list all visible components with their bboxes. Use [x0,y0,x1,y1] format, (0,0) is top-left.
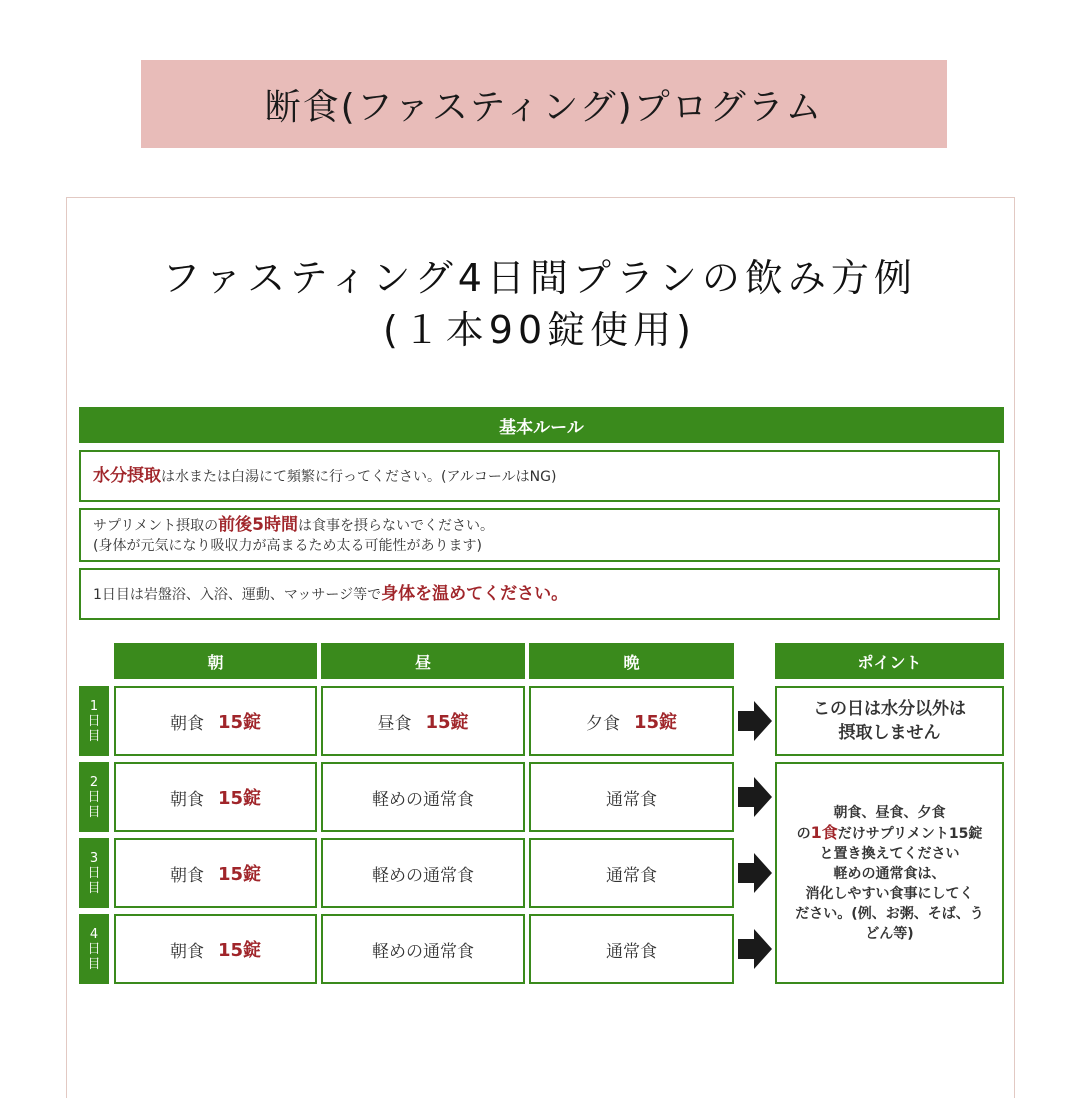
day-num: 2 [89,774,99,790]
day1-morning-cell [114,686,317,756]
day-label: 目 [87,728,101,744]
tablet-count: 15錠 [633,712,678,733]
program-title: 断食(ファスティング)プログラム [264,86,824,128]
header-noon: 昼 [321,643,525,679]
rule3-prefix: 1日目は岩盤浴、入浴、運動、マッサージ等で [93,586,382,603]
header-morning: 朝 [114,643,317,679]
arrow-right-icon [738,929,772,969]
meal-label: 朝食 [169,789,204,810]
header-point: ポイント [775,643,1004,679]
day-tab-4 [79,914,109,984]
arrow-right-icon [738,701,772,741]
tablet-count: 15錠 [217,712,262,733]
rule2-line2: (身体が元気になり吸収力が高まるため太る可能性があります) [93,537,482,554]
day-tab-3 [79,838,109,908]
rule-warm-body [79,568,1000,620]
plan-title-line2: (１本90錠使用) [382,308,696,352]
rule-water [79,450,1000,502]
point-text: 消化しやすい食事にしてく [805,885,974,902]
plan-title [66,252,1013,356]
tablet-count: 15錠 [217,788,262,809]
day-label: 日 [87,865,101,881]
meal-label: 朝食 [169,713,204,734]
point-text [797,823,983,844]
point-day1 [775,686,1004,756]
point-text: 軽めの通常食は、 [833,865,946,882]
day-tab-1 [79,686,109,756]
point-text: の [796,825,811,842]
point-text: この日は水分以外は [813,699,966,719]
day-tab-2 [79,762,109,832]
meal-label: 通常食 [606,865,657,886]
day-label: 日 [87,713,101,729]
meal-label: 通常食 [606,941,657,962]
point-text: 摂取しません [838,723,941,743]
rule-supplement [79,508,1000,562]
point-highlight: 1食 [810,822,838,842]
header-evening: 晩 [529,643,734,679]
day-num: 3 [89,850,99,866]
day-label: 目 [87,804,101,820]
rule2-prefix: サプリメント摂取の [93,517,219,534]
day4-noon-cell [321,914,525,984]
day4-evening-cell [529,914,734,984]
point-text: ださい。(例、お粥、そば、う [795,905,984,922]
day2-evening-cell [529,762,734,832]
day3-morning-cell [114,838,317,908]
point-days-2-4 [775,762,1004,984]
rule1-highlight: 水分摂取 [93,465,161,486]
day-label: 日 [87,941,101,957]
day-label: 日 [87,789,101,805]
arrow-right-icon [738,777,772,817]
day1-noon-cell [321,686,525,756]
tablet-count: 15錠 [217,864,262,885]
day2-morning-cell [114,762,317,832]
day-num: 4 [89,926,99,942]
meal-label: 朝食 [169,865,204,886]
meal-label: 昼食 [377,713,412,734]
day3-evening-cell [529,838,734,908]
day3-noon-cell [321,838,525,908]
meal-label: 軽めの通常食 [372,865,474,886]
rule2-suffix: は食事を摂らないでください。 [298,517,495,534]
day-num: 1 [89,698,99,714]
rule2-highlight: 前後5時間 [218,514,299,535]
meal-label: 朝食 [169,941,204,962]
point-text: と置き換えてください [819,845,960,862]
plan-title-line1: ファスティング4日間プランの飲み方例 [162,256,917,300]
rule3-highlight: 身体を温めてください。 [381,583,569,604]
rules-header: 基本ルール [79,407,1004,443]
day4-morning-cell [114,914,317,984]
day-label: 目 [87,880,101,896]
point-text: だけサプリメント15錠 [837,825,983,842]
meal-label: 夕食 [585,713,620,734]
meal-label: 軽めの通常食 [372,789,474,810]
meal-label: 軽めの通常食 [372,941,474,962]
rule1-text: は水または白湯にて頻繁に行ってください。(アルコールはNG) [161,468,557,485]
meal-label: 通常食 [606,789,657,810]
day2-noon-cell [321,762,525,832]
tablet-count: 15錠 [425,712,469,733]
point-text: どん等) [865,925,914,942]
point-text: 朝食、昼食、夕食 [833,804,946,821]
program-banner [141,60,947,148]
day-label: 目 [87,956,101,972]
day1-evening-cell [529,686,734,756]
arrow-right-icon [738,853,772,893]
tablet-count: 15錠 [217,940,262,961]
